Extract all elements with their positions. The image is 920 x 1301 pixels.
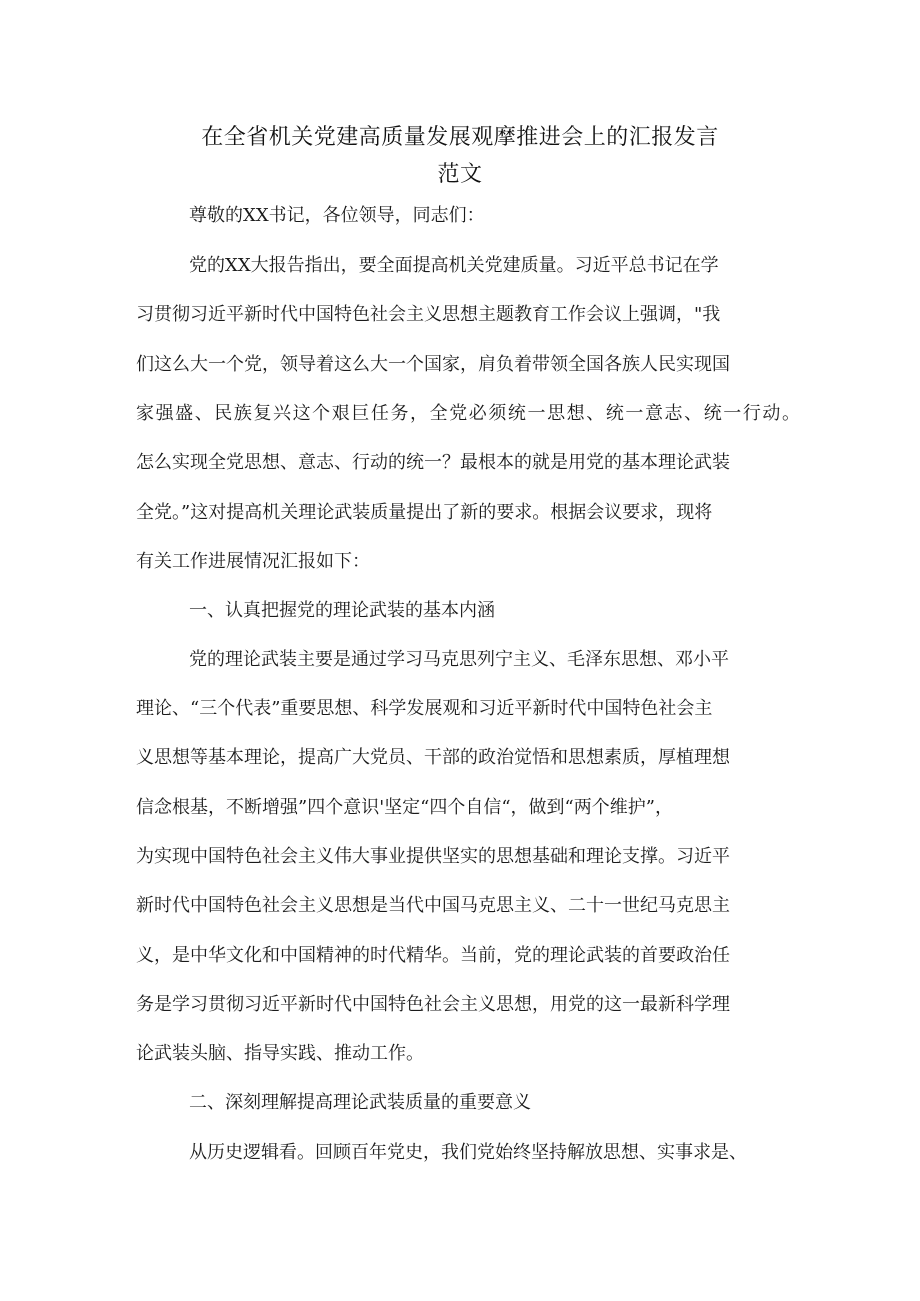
section-heading-1: 一、认真把握党的理论武装的基本内涵 bbox=[189, 600, 495, 621]
paragraph-line: 信念根基，不断增强”四个意识'坚定“四个自信“，做到“两个维护”， bbox=[136, 797, 673, 818]
paragraph-line: 义思想等基本理论，提高广大党员、干部的政治觉悟和思想素质，厚植理想 bbox=[136, 747, 730, 768]
document-title-continued: 范文 bbox=[437, 162, 483, 187]
paragraph-line: 全党。”这对提高机关理论武装质量提出了新的要求。根据会议要求，现将 bbox=[136, 502, 713, 523]
paragraph-line: 们这么大一个党，领导着这么大一个国家，肩负着带领全国各族人民实现国 bbox=[136, 354, 730, 375]
paragraph-line: 怎么实现全党思想、意志、行动的统一？最根本的就是用党的基本理论武装 bbox=[136, 452, 730, 473]
paragraph-line: 理论、“三个代表”重要思想、科学发展观和习近平新时代中国特色社会主 bbox=[136, 698, 713, 719]
salutation: 尊敬的XX书记，各位领导，同志们： bbox=[189, 205, 485, 226]
paragraph-line: 义，是中华文化和中国精神的时代精华。当前，党的理论武装的首要政治任 bbox=[136, 945, 730, 966]
paragraph-line: 党的理论武装主要是通过学习马克思列宁主义、毛泽东思想、邓小平 bbox=[189, 649, 729, 670]
document-title: 在全省机关党建高质量发展观摩推进会上的汇报发言 bbox=[201, 125, 719, 150]
paragraph-line: 务是学习贯彻习近平新时代中国特色社会主义思想，用党的这一最新科学理 bbox=[136, 994, 730, 1015]
paragraph-line: 党的XX大报告指出，要全面提高机关党建质量。习近平总书记在学 bbox=[189, 255, 719, 276]
paragraph-line: 从历史逻辑看。回顾百年党史，我们党始终坚持解放思想、实事求是、 bbox=[189, 1142, 747, 1163]
paragraph-line: 有关工作进展情况汇报如下： bbox=[136, 551, 370, 572]
paragraph-line: 论武装头脑、指导实践、推动工作。 bbox=[136, 1043, 424, 1064]
paragraph-line: 习贯彻习近平新时代中国特色社会主义思想主题教育工作会议上强调，"我 bbox=[136, 304, 721, 325]
paragraph-line: 为实现中国特色社会主义伟大事业提供坚实的思想基础和理论支撑。习近平 bbox=[136, 846, 730, 867]
paragraph-line: 新时代中国特色社会主义思想是当代中国马克思主义、二十一世纪马克思主 bbox=[136, 895, 730, 916]
paragraph-line: 家强盛、民族复兴这个艰巨任务，全党必须统一思想、统一意志、统一行动。 bbox=[136, 403, 802, 424]
section-heading-2: 二、深刻理解提高理论武装质量的重要意义 bbox=[189, 1092, 531, 1113]
